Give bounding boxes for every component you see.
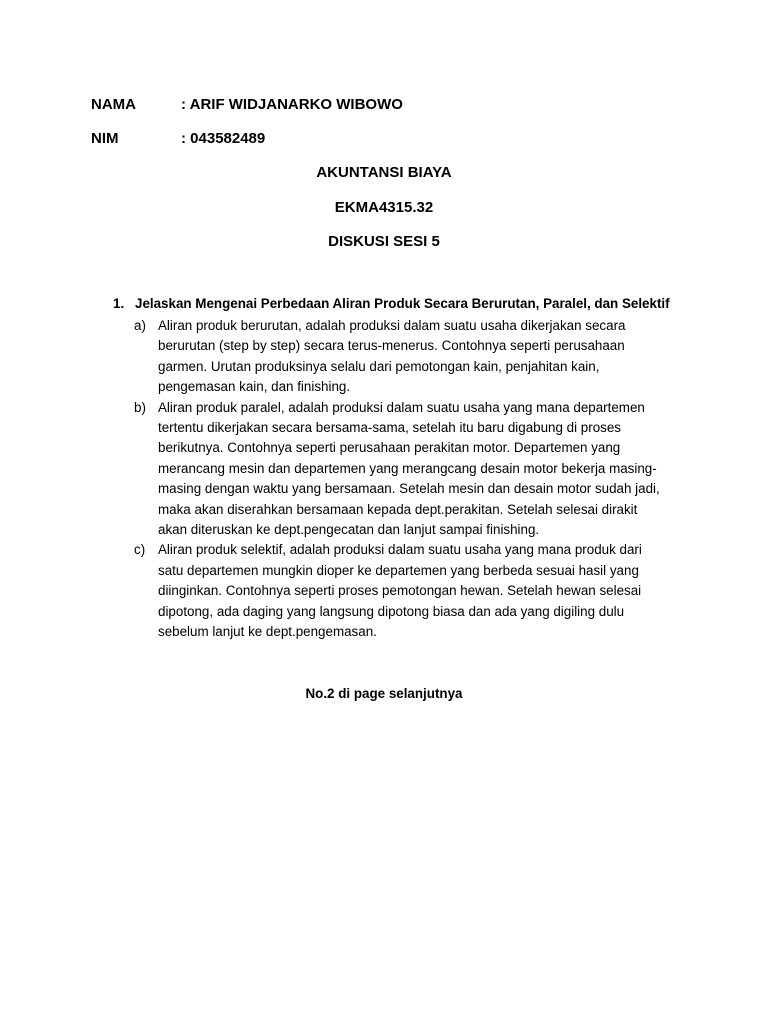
answer-line: akan diteruskan ke dept.pengecatan dan lanjut sampai finishing. [158, 522, 540, 538]
name-row [91, 95, 403, 115]
name-label: NAMA [91, 96, 136, 113]
answer-b [134, 398, 674, 541]
answer-list [134, 316, 674, 643]
nim-label: NIM [91, 130, 119, 147]
footer-note: No.2 di page selanjutnya [305, 686, 463, 701]
answer-line: garmen. Urutan produksinya selalu dari pemotongan kain, penjahitan kain, [158, 358, 600, 374]
answer-line: Aliran produk berurutan, adalah produksi dalam suatu usaha dikerjakan secara [158, 318, 626, 333]
answer-line: pengemasan kain, dan finishing. [158, 379, 351, 395]
answer-line: berurutan (step by step) secara terus-menerus. Contohnya seperti perusahaan [158, 338, 625, 354]
answer-letter: a) [134, 318, 146, 333]
name-value: : ARIF WIDJANARKO WIBOWO [181, 96, 403, 113]
answer-text [158, 540, 674, 642]
answer-letter: c) [134, 542, 146, 558]
answer-line: dipotong, ada daging yang langsung dipotong biasa dan ada yang digiling dulu [158, 603, 625, 619]
question-1 [113, 294, 673, 314]
course-title: AKUNTANSI BIAYA [316, 164, 452, 181]
answer-line: Aliran produk paralel, adalah produksi dalam suatu usaha yang mana departemen [158, 399, 645, 415]
answer-line: berikutnya. Contohnya seperti perusahaan perakitan motor. Departemen yang [158, 440, 621, 456]
answer-letter: b) [134, 399, 146, 415]
answer-line: diinginkan. Contohnya seperti proses pemotongan hewan. Setelah hewan selesai [158, 583, 642, 599]
nim-value: : 043582489 [181, 130, 266, 147]
answer-line: sebelum lanjut ke dept.pengemasan. [158, 624, 377, 640]
answer-line: tertentu dikerjakan secara bersama-sama, setelah itu baru digabung di proses [158, 420, 621, 436]
answer-text [158, 398, 674, 541]
answer-line: merancang mesin dan departemen yang merangcang desain motor bekerja masing- [158, 460, 657, 476]
answer-line: Aliran produk selektif, adalah produksi dalam suatu usaha yang mana produk dari [158, 542, 642, 558]
answer-c [134, 540, 674, 642]
nim-row [91, 129, 265, 149]
question-number: 1. [113, 296, 125, 311]
answer-line: maka akan diserahkan bersamaan kepada dept.perakitan. Setelah selesai dirakit [158, 501, 638, 517]
session-title: DISKUSI SESI 5 [328, 233, 440, 250]
answer-text [158, 316, 674, 398]
question-text: Jelaskan Mengenai Perbedaan Aliran Produk Secara Berurutan, Paralel, dan Selektif [135, 296, 670, 311]
course-code: EKMA4315.32 [334, 199, 434, 216]
answer-line: satu departemen mungkin dioper ke departemen yang berbeda sesuai hasil yang [158, 562, 639, 578]
answer-line: masing dengan waktu yang bersamaan. Setelah mesin dan desain motor sudah jadi, [158, 481, 660, 497]
answer-a [134, 316, 674, 398]
